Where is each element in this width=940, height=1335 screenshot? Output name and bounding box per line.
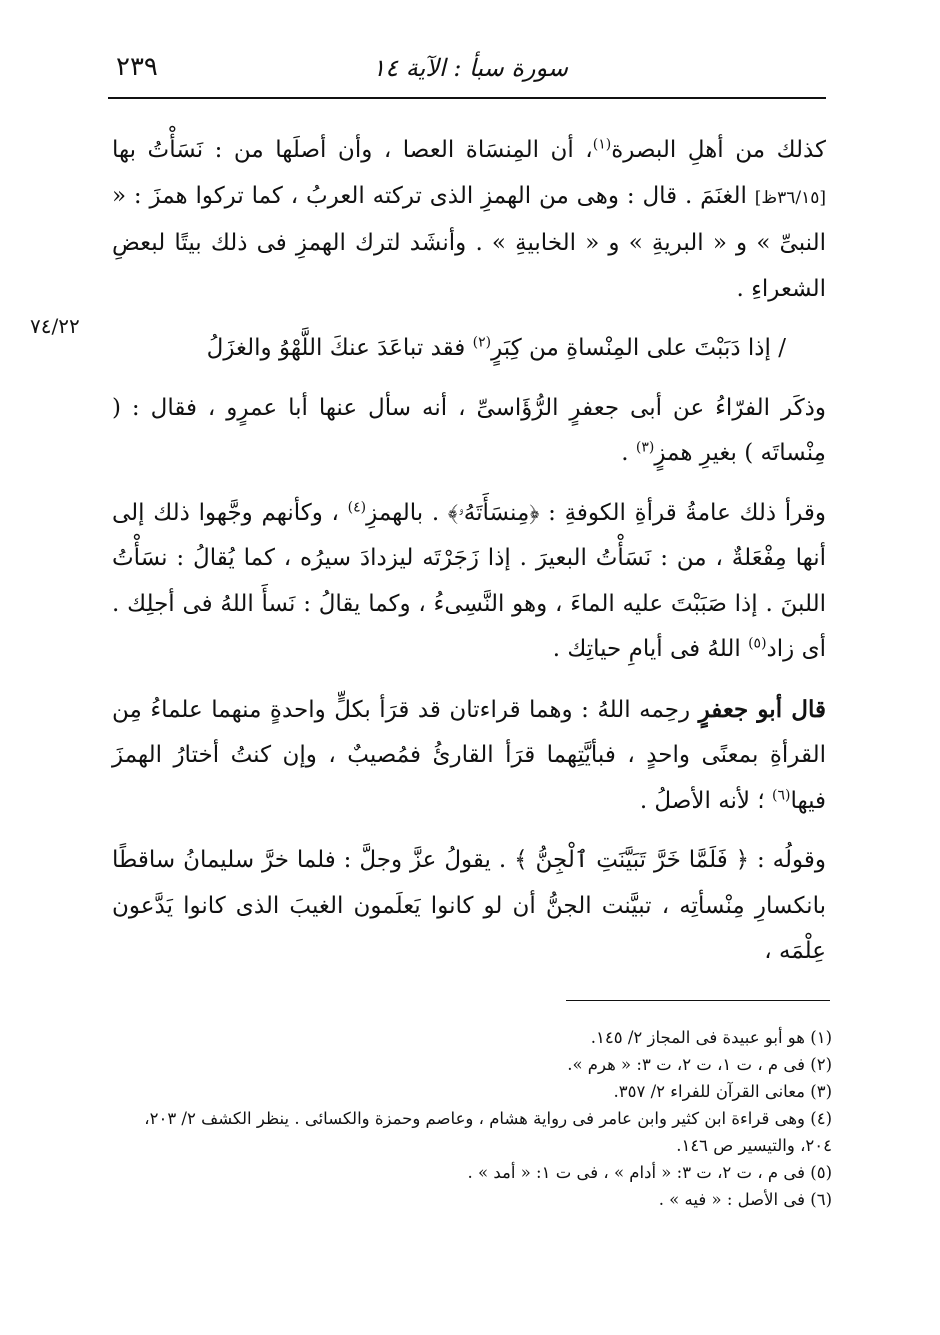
footnote-2: (٢) فى م ، ت ١، ت ٢، ت ٣: « هرم ». — [567, 1055, 832, 1074]
verse-text-a: / إذا دَبَبْتَ على المِنْساةِ من كِبَرٍ — [491, 335, 786, 361]
paragraph-1 — [112, 128, 826, 312]
paragraph-3-text-b: ، وكأنهم وجَّهوا ذلك إلى أنها مِفْعَلةٌ ، من : نَسَأْتُ البعيرَ . إذا زَجَرْتَه ليزدادَ سيرُه ، كما يُقالُ : نسَأْتُ اللبنَ . إذا صَبَبْتَ عليه الماءَ ، وهو النَّسِىءُ ، وكما يقالُ : نَسأَ اللهُ فى أجلِك . أى زاد — [112, 499, 826, 662]
page-number: ٢٣٩ — [116, 52, 158, 82]
running-title: سورة سبأ : الآية ١٤ — [372, 54, 568, 82]
footnote-marker-3: (٣) — [635, 439, 655, 456]
manuscript-reference: [٣٦/١٥ظ] — [754, 187, 826, 208]
margin-reference: ٧٤/٢٢ — [30, 314, 80, 338]
paragraph-3-text-a: وقرأ ذلك عامةُ قرأةِ الكوفةِ : ﴿مِنسَأَتَهُۥ﴾ . بالهمزِ — [366, 499, 826, 526]
header-rule — [108, 97, 826, 99]
paragraph-3-text-c: اللهُ فى أيامِ حياتِك . — [552, 636, 749, 662]
page-header — [110, 48, 828, 96]
footnote-6: (٦) فى الأصل : « فيه » . — [658, 1190, 832, 1209]
footnote-marker-2: (٢) — [472, 334, 492, 351]
paragraph-3 — [112, 491, 826, 673]
paragraph-2-text-b: . — [621, 440, 636, 466]
footnote-marker-1: (١) — [592, 136, 612, 153]
paragraph-gap — [112, 824, 826, 838]
footnote-marker-5: (٥) — [748, 635, 767, 652]
paragraph-4 — [112, 687, 826, 825]
paragraph-2 — [112, 386, 826, 477]
footnote-marker-6: (٦) — [771, 786, 791, 803]
verse-text-b: فقد تباعَدَ عنكَ اللَّهْوُ والغزَلُ — [206, 335, 473, 361]
main-text — [112, 128, 826, 975]
speaker-label: قال أبو جعفرٍ — [698, 695, 826, 723]
paragraph-gap — [112, 673, 826, 687]
paragraph-1-text-c: الغنَمَ . قال : وهى من الهمزِ الذى تركته العربُ ، كما تركوا همزَ : « النبىِّ » و « البريةِ » و « الخابيةِ » . وأنشَد لترك الهمزِ فى ذلك بيتًا لبعضِ الشعراءِ . — [112, 182, 826, 302]
footnote-separator — [566, 1000, 830, 1001]
paragraph-4-text-a: رحِمه اللهُ : وهما قراءتان قد قرَأ بكلٍّ واحدةٍ منهما علماءُ مِن القرأةِ بمعنًى واحدٍ ، فبأيَّتِهما قرَأ القارئُ فمُصيبٌ ، وإن كنتُ أختارُ الهمزَ فيها — [112, 696, 826, 814]
footnote-1: (١) هو أبو عبيدة فى المجاز ٢/ ١٤٥. — [590, 1028, 832, 1047]
paragraph-4-text-b: ؛ لأنه الأصلُ . — [639, 787, 772, 814]
paragraph-2-text-a: وذكَر الفرّاءُ عن أبى جعفرٍ الرُّؤَاسىِّ ، أنه سأل عنها أبا عمرٍو ، فقال : ( مِنْساتَه ) بغيرِ همزٍ — [112, 394, 826, 466]
footnote-4: (٤) وهى قراءة ابن كثير وابن عامر فى رواية هشام ، وعاصم وحمزة والكسائى . ينظر الكشف ٢/ ٢٠٣، ٢٠٤، والتيسير ص ١٤٦. — [144, 1109, 832, 1155]
footnotes — [110, 1024, 832, 1213]
paragraph-gap — [112, 477, 826, 491]
paragraph-5 — [112, 838, 826, 975]
paragraph-5-text: وقولُه : ﴿ فَلَمَّا خَرَّ تَبَيَّنَتِ ٱلْجِنُّ ﴾ . يقولُ عزَّ وجلَّ : فلما خرَّ سليمانُ ساقطًا بانكسارِ مِنْسأتِه ، تبيَّنت الجنُّ أن لو كانوا يَعلَمون الغيبَ الذى كانوا يَدَّعون عِلْمَه ، — [112, 847, 826, 964]
poetry-verse — [112, 326, 826, 372]
footnote-5: (٥) فى م ، ت ٢، ت ٣: « أدام » ، فى ت ١: « أمد » . — [467, 1163, 832, 1182]
paragraph-gap — [112, 372, 826, 386]
paragraph-gap — [112, 312, 826, 326]
paragraph-1-text-b: ، أن المِنسَاة العصا ، وأن أصلَها من : نَسَأْتُ بها — [112, 137, 593, 163]
footnote-3: (٣) معانى القرآن للفراء ٢/ ٣٥٧. — [613, 1082, 832, 1101]
paragraph-1-text-a: كذلك من أهلِ البصرة — [611, 137, 826, 163]
footnote-marker-4: (٤) — [347, 498, 367, 515]
